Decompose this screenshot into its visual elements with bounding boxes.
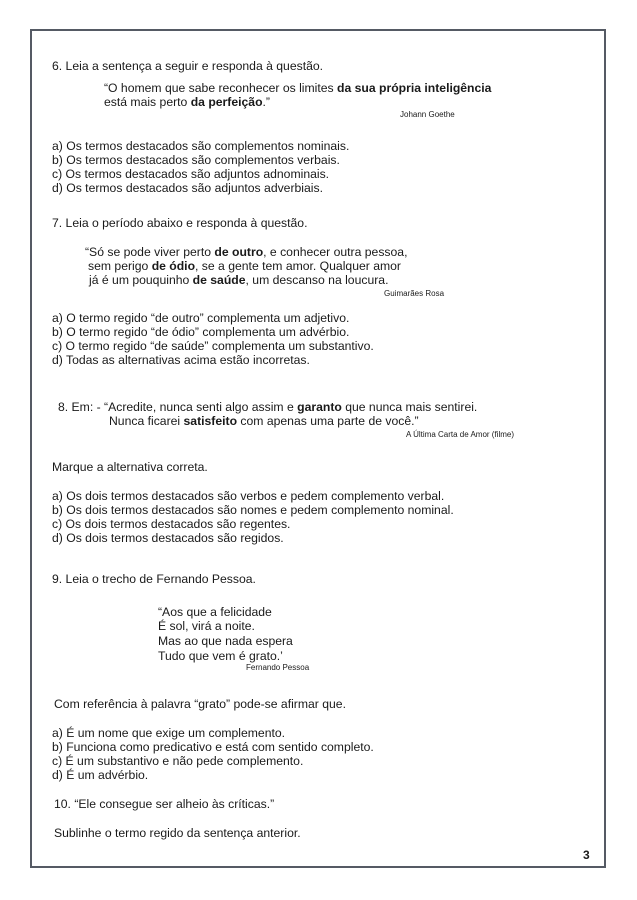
q9-option-b: b) Funciona como predicativo e está com sentido completo. — [52, 740, 374, 754]
q8-source: A Última Carta de Amor (filme) — [406, 430, 515, 439]
q8-option-b: b) Os dois termos destacados são nomes e pedem complemento nominal. — [52, 503, 454, 517]
q7-author: Guimarães Rosa — [384, 289, 445, 298]
q9-poem-line-2: É sol, virá a noite. — [158, 619, 255, 633]
page-number: 3 — [583, 848, 590, 862]
q6-option-a: a) Os termos destacados são complementos nominais. — [52, 139, 350, 153]
q9-prompt: 9. Leia o trecho de Fernando Pessoa. — [52, 572, 256, 586]
q8-quote-line-2: Nunca ficarei satisfeito com apenas uma parte de você.” — [109, 414, 419, 428]
q7-option-a: a) O termo regido “de outro” complementa um adjetivo. — [52, 311, 350, 325]
q8-quote-line-1: 8. Em: - “Acredite, nunca senti algo assim e garanto que nunca mais sentirei. — [58, 400, 478, 414]
q9-poem-line-3: Mas ao que nada espera — [158, 634, 293, 648]
q8-prompt: Marque a alternativa correta. — [52, 460, 208, 474]
q7-option-d: d) Todas as alternativas acima estão incorretas. — [52, 353, 310, 367]
q6-quote-line-1: “O homem que sabe reconhecer os limites da sua própria inteligência — [104, 81, 492, 95]
q8-option-a: a) Os dois termos destacados são verbos e pedem complemento verbal. — [52, 489, 445, 503]
q9-poem-line-1: “Aos que a felicidade — [158, 605, 272, 619]
q10-prompt: 10. “Ele consegue ser alheio às críticas.” — [54, 797, 275, 811]
q9-author: Fernando Pessoa — [246, 663, 310, 672]
q6-quote-line-2: está mais perto da perfeição.” — [104, 95, 270, 109]
q7-quote-line-2: sem perigo de ódio, se a gente tem amor. Qualquer amor — [88, 259, 401, 273]
q7-prompt: 7. Leia o período abaixo e responda à questão. — [52, 216, 308, 230]
q6-author: Johann Goethe — [400, 110, 455, 119]
q9-option-d: d) É um advérbio. — [52, 768, 149, 782]
q7-quote-line-3: já é um pouquinho de saúde, um descanso na loucura. — [89, 273, 389, 287]
q9-option-c: c) É um substantivo e não pede complemento. — [52, 754, 304, 768]
q6-option-d: d) Os termos destacados são adjuntos adverbiais. — [52, 181, 323, 195]
q7-option-c: c) O termo regido “de saúde” complementa um substantivo. — [52, 339, 374, 353]
q9-question: Com referência à palavra “grato” pode-se afirmar que. — [54, 697, 346, 711]
q10-instruction: Sublinhe o termo regido da sentença anterior. — [54, 826, 301, 840]
q8-option-d: d) Os dois termos destacados são regidos. — [52, 531, 284, 545]
q8-option-c: c) Os dois termos destacados são regentes. — [52, 517, 291, 531]
q6-prompt: 6. Leia a sentença a seguir e responda à questão. — [52, 59, 324, 73]
q9-option-a: a) É um nome que exige um complemento. — [52, 726, 286, 740]
q7-option-b: b) O termo regido “de ódio” complementa um advérbio. — [52, 325, 350, 339]
q9-poem-line-4: Tudo que vem é grato.’ — [158, 649, 283, 663]
q6-option-c: c) Os termos destacados são adjuntos adnominais. — [52, 167, 330, 181]
q6-option-b: b) Os termos destacados são complementos verbais. — [52, 153, 340, 167]
q7-quote-line-1: “Só se pode viver perto de outro, e conhecer outra pessoa, — [85, 245, 408, 259]
